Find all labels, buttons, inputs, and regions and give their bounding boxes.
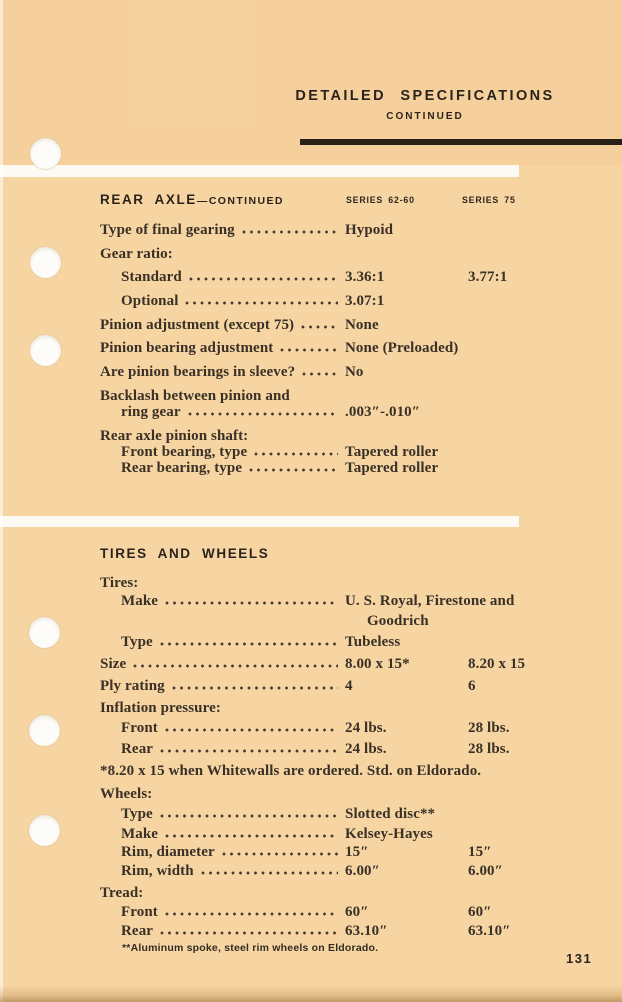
dot-leader [301,325,338,329]
rear-axle-section [100,192,608,476]
dot-leader [160,749,338,753]
footnote-tires: *8.20 x 15 when Whitewalls are ordered. Std. on Eldorado. [100,762,482,779]
spec-value-continuation: Goodrich [367,613,429,630]
spec-label: Wheels: [100,785,153,802]
spec-value-series-75: 3.77:1 [468,269,508,286]
spec-row [100,923,608,942]
spec-value-series-62-60: None [345,316,379,333]
dot-leader [189,277,338,281]
page-header [272,88,578,122]
spec-value-series-62-60: None (Preloaded) [345,340,459,357]
spec-row [100,720,608,741]
spec-label: Inflation pressure: [100,699,221,716]
spec-label: Type [121,806,153,823]
binder-hole [30,138,61,169]
spec-label: Tread: [100,885,144,902]
page-left-edge [0,0,3,1002]
spec-row [100,575,608,593]
tires-wheels-section [100,546,608,954]
spec-label: Standard [121,269,182,286]
dot-leader [160,931,338,935]
spec-row [100,700,608,720]
spec-label: ring gear [121,404,181,420]
spec-row [100,269,608,293]
spec-value-series-75: 6.00″ [468,863,504,880]
page-number: 131 [566,951,593,966]
spec-value-series-75: 63.10″ [468,923,511,940]
binder-hole [29,617,60,648]
spec-row [100,885,608,904]
dot-leader [280,348,338,352]
spec-label: Rear bearing, type [121,460,243,477]
spec-value-series-62-60: 15″ [345,844,369,861]
spec-value-series-62-60: Hypoid [345,222,394,238]
spec-value-series-62-60: 4 [345,677,353,694]
spec-value-series-62-60: No [345,364,364,381]
dot-leader [165,834,338,838]
spec-value-series-62-60: Kelsey-Hayes [345,826,433,843]
binder-hole [29,815,60,846]
spec-value-series-75: 8.20 x 15 [468,655,526,672]
tires-wheels-section-title [100,546,608,575]
spec-value-series-62-60: 8.00 x 15* [345,655,410,672]
header-rule [300,139,622,145]
spec-value-series-62-60: 6.00″ [345,863,381,880]
spec-row [100,404,608,428]
spec-row [100,904,608,923]
section-title-continued: —CONTINUED [196,195,284,207]
spec-value-series-62-60: U. S. Royal, Firestone and [345,593,515,609]
spec-value-series-62-60: 24 lbs. [345,719,387,736]
dot-leader [242,230,338,234]
scan-gap-band [0,516,519,527]
spec-row [100,826,608,844]
dot-leader [249,468,338,472]
column-header-series-62-60: SERIES 62-60 [346,195,415,205]
spec-label: Rear axle pinion shaft: [100,427,249,444]
spec-label: Rim, diameter [121,844,215,861]
spec-label: Front [121,904,158,921]
binder-hole [30,247,61,278]
spec-label: Rim, width [121,863,194,880]
spec-row [100,388,608,404]
dot-leader [222,852,338,856]
spec-value-series-75: 28 lbs. [468,719,510,736]
spec-label: Type of final gearing [100,222,235,238]
dot-leader [185,301,338,305]
dot-leader [165,728,338,732]
spec-row [100,863,608,885]
spec-row [100,844,608,863]
dot-leader [133,664,338,668]
spec-value-series-62-60: .003″-.010″ [345,404,421,420]
spec-label: Make [121,593,159,609]
spec-value-series-62-60: 3.07:1 [345,293,385,310]
spec-row [100,428,608,444]
spec-label: Front [121,719,158,736]
spec-label: Size [100,655,127,672]
rear-axle-section-title [100,192,608,222]
dot-leader [254,452,338,456]
spec-label: Optional [121,293,179,310]
dot-leader [201,871,338,875]
spec-label: Backlash between pinion and [100,387,290,404]
spec-label: Front bearing, type [121,443,248,460]
dot-leader [160,642,338,646]
dot-leader [165,601,338,605]
section-title-text: REAR AXLE [100,192,197,207]
dot-leader [160,814,338,818]
spec-row [100,317,608,341]
spec-label: Tires: [100,575,139,591]
spec-row [100,786,608,806]
dot-leader [302,372,338,376]
spec-value-series-62-60: 24 lbs. [345,740,387,757]
spec-value-series-62-60: Tapered roller [345,443,439,460]
spec-row [100,222,608,246]
spec-row [100,444,608,460]
spec-value-series-62-60: Tapered roller [345,460,439,477]
spec-label: Pinion bearing adjustment [100,340,274,357]
page-header-subtitle: CONTINUED [386,111,464,122]
spec-value-series-75: 15″ [468,844,492,861]
spec-label: Pinion adjustment (except 75) [100,316,295,333]
dot-leader [165,912,338,916]
spec-row [100,678,608,700]
spec-row [100,806,608,826]
spec-label: Make [121,826,159,843]
spec-value-series-62-60: Tubeless [345,633,401,650]
spec-row [100,460,608,476]
spec-value-series-62-60: 3.36:1 [345,269,385,286]
spec-row [100,593,608,613]
spec-label: Type [121,633,153,650]
spec-row [100,246,608,270]
spec-label: Rear [121,923,154,940]
spec-label: Rear [121,740,154,757]
page-header-title: DETAILED SPECIFICATIONS [295,88,555,104]
spec-row [100,340,608,364]
spec-value-series-62-60: Slotted disc** [345,806,436,823]
spec-label: Gear ratio: [100,245,173,262]
spec-value-series-62-60: 63.10″ [345,923,388,940]
spec-value-series-62-60: 60″ [345,904,369,921]
footnote-wheels: **Aluminum spoke, steel rim wheels on Eldorado. [122,942,379,955]
spec-label: Ply rating [100,677,165,694]
spec-row [100,293,608,317]
scan-gap-band [0,165,519,177]
spec-row [100,741,608,763]
column-header-series-75: SERIES 75 [462,195,516,205]
spec-row [100,613,608,633]
spec-label: Are pinion bearings in sleeve? [100,364,296,381]
spec-row [100,634,608,656]
page-bottom-shadow [0,985,622,1002]
binder-hole [30,335,61,366]
spec-value-series-75: 28 lbs. [468,740,510,757]
section-title-text: TIRES AND WHEELS [100,546,270,561]
binder-hole [29,715,60,746]
spec-row [100,656,608,678]
dot-leader [188,412,338,416]
dot-leader [172,686,338,690]
spec-value-series-75: 60″ [468,904,492,921]
spec-value-series-75: 6 [468,677,476,694]
spec-row [100,364,608,388]
